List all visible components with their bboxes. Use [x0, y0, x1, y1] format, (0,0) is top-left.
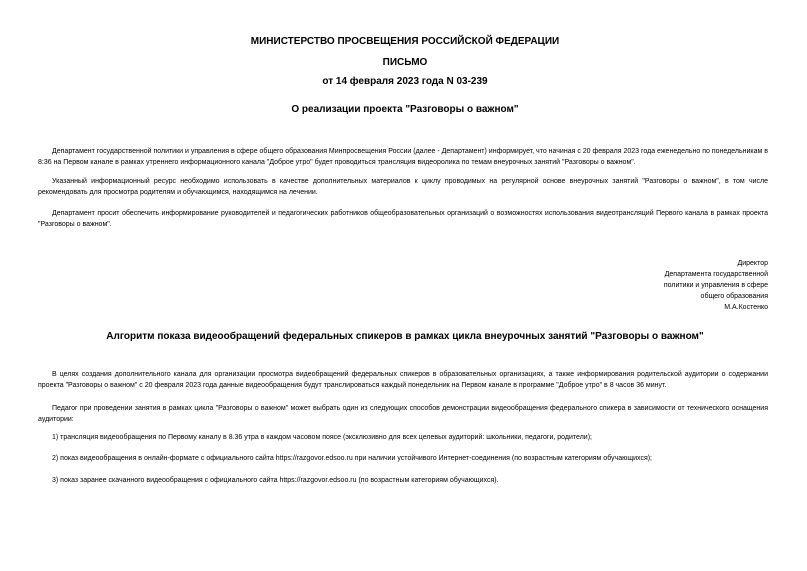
- document-type-heading: ПИСЬМО: [382, 57, 428, 68]
- body-paragraph: Указанный информационный ресурс необходимо использовать в качестве дополнительных материалов к циклу проводимых на регулярной основе внеурочных занятий "Разговоры о важном", в том числе рекомендовать для просмотра родителям и обучающимся, находящимся на лечении.: [38, 178, 768, 196]
- appendix-paragraph: В целях создания дополнительного канала для организации просмотра видеобращений федеральных спикеров в образовательных организациях, а также информирования родительской аудитории о содержании проекта "Разговоры о важном" с 20 февраля 2023 года данные видеообращения будут транслироваться каждый понедельник на Первом канале в программе "Доброе утро" в 8 часов 36 минут.: [38, 371, 768, 389]
- document-subject: О реализации проекта "Разговоры о важном": [291, 104, 519, 115]
- document-date-number: от 14 февраля 2023 года N 03-239: [322, 76, 488, 87]
- signature-name: М.А.Костенко: [724, 304, 768, 311]
- list-item: 2) показ видеообращения в онлайн-формате с официального сайта https://razgovor.edsoo.ru при наличии устойчивого Интернет-соединения (по возрастным категориям обучающихся);: [52, 455, 653, 462]
- signature-block: [664, 258, 768, 313]
- body-paragraph: Департамент государственной политики и управления в сфере общего образования Минпросвещения России (далее - Департамент) информирует, что начиная с 20 февраля 2023 года еженедельно по понедельникам в 8:36 на Первом канале в рамках утреннего информационного канала "Доброе утро" будет проводиться трансляция видеоролика по темам внеурочных занятий "Разговоры о важном".: [38, 148, 768, 166]
- signature-line: общего образования: [700, 293, 768, 300]
- appendix-title: Алгоритм показа видеообращений федеральных спикеров в рамках цикла внеурочных занятий "Разговоры о важном": [106, 331, 704, 342]
- ministry-heading: МИНИСТЕРСТВО ПРОСВЕЩЕНИЯ РОССИЙСКОЙ ФЕДЕРАЦИИ: [250, 36, 560, 47]
- list-item: 1) трансляция видеообращения по Первому каналу в 8.36 утра в каждом часовом поясе (эксклюзивно для всех целевых аудиторий: школьники, педагоги, родители);: [52, 434, 592, 441]
- list-item: 3) показ заранее скачанного видеообращения с официального сайта https://razgovor.edsoo.ru (по возрастным категориям обучающихся).: [52, 477, 499, 484]
- appendix-paragraph: Педагог при проведении занятия в рамках цикла "Разговоры о важном" может выбрать один из следующих способов демонстрации видеообращения федерального спикера в зависимости от технического оснащения аудитории:: [38, 405, 768, 423]
- signature-line: Департамента государственной: [664, 271, 768, 278]
- signature-line: политики и управления в сфере: [663, 282, 768, 289]
- body-paragraph: Департамент просит обеспечить информирование руководителей и педагогических работников общеобразовательных организаций о возможностях использования видеотрансляций Первого канала в рамках проекта "Разговоры о важном".: [38, 210, 768, 228]
- signature-line: Директор: [737, 260, 768, 267]
